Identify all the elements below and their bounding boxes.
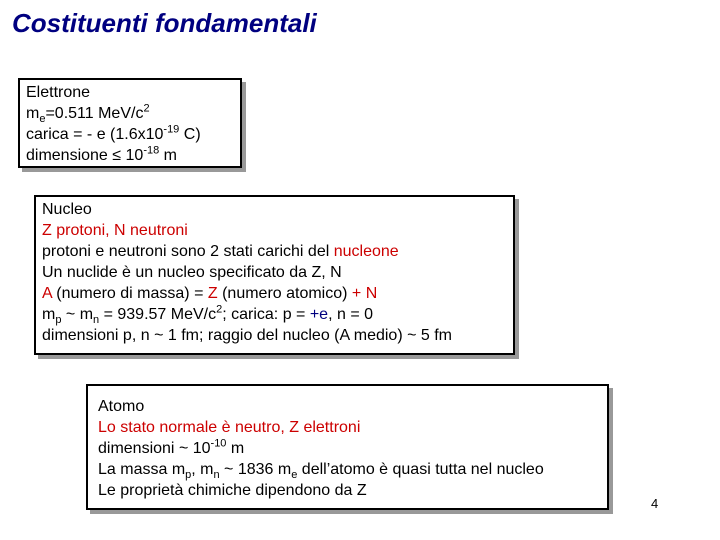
atom-dimensions-line: dimensioni ~ $10^{-10}$ m bbox=[98, 437, 245, 457]
atom-chemistry-line: Le proprietà chimiche dipendono da Z bbox=[98, 482, 367, 499]
nucleus-nuclide-line: Un nuclide è un nucleo specificato da Z, N bbox=[42, 264, 342, 281]
slide-title: Costituenti fondamentali bbox=[12, 8, 317, 38]
nucleus-dimensions-line: dimensioni p, n ~ 1 fm; raggio del nucleo (A medio) ~ 5 fm bbox=[42, 327, 452, 344]
nucleus-heading: Nucleo bbox=[42, 201, 92, 218]
atom-neutral-line: Lo stato normale è neutro, Z elettroni bbox=[98, 419, 361, 436]
nucleus-mass-number-line: A (numero di massa) = Z (numero atomico) + N bbox=[42, 285, 378, 302]
nucleus-nucleon-mass-line: $m_p$ ~ $m_n = 939.57$ MeV/$c^2$; carica: p = +e, n = 0 bbox=[42, 303, 373, 327]
nucleus-box bbox=[34, 195, 515, 355]
page-number: 4 bbox=[651, 496, 659, 511]
electron-charge: carica = - e ($1.6x10^{-19}$ C) bbox=[26, 123, 201, 143]
nucleus-composition: Z protoni, N neutroni bbox=[42, 222, 188, 239]
electron-heading: Elettrone bbox=[26, 84, 91, 101]
electron-mass: $m_e=0.511$ MeV/$c^2$ bbox=[26, 102, 150, 126]
atom-heading: Atomo bbox=[98, 398, 145, 415]
electron-size: dimensione ≤ $10^{-18}$ m bbox=[26, 144, 177, 164]
atom-mass-line: La massa $m_p$, $m_n$ ~ 1836 $m_e$ dell’atomo è quasi tutta nel nucleo bbox=[98, 461, 544, 482]
electron-box bbox=[18, 78, 242, 168]
atom-box bbox=[86, 384, 609, 510]
nucleus-nucleon-line: protoni e neutroni sono 2 stati carichi del nucleone bbox=[42, 243, 399, 260]
